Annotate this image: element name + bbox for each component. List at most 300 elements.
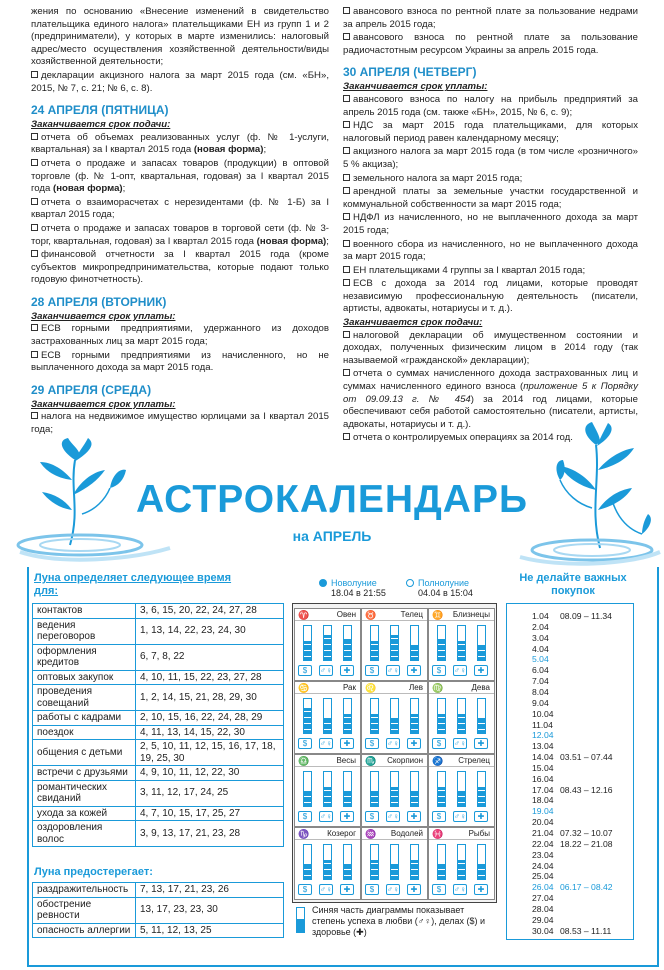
zodiac-icons	[298, 884, 357, 896]
days-cell: 6, 7, 8, 22	[136, 644, 284, 670]
bar-segment	[324, 644, 331, 649]
zodiac-symbol-icon: ♒	[365, 829, 377, 839]
purchase-date: 6.04	[532, 665, 549, 676]
bar-segment	[411, 705, 418, 710]
business-bar	[457, 698, 466, 734]
bar-segment	[304, 790, 311, 795]
purchase-time: 08.09 – 11.34	[560, 611, 612, 621]
bar-segment	[391, 790, 398, 795]
purchase-date: 7.04	[532, 676, 549, 687]
zodiac-icons	[365, 811, 424, 823]
love-icon: ♂♀	[387, 739, 399, 748]
health-bar	[343, 771, 352, 807]
bar-segment	[478, 656, 485, 661]
bar-segment	[344, 875, 351, 880]
health-icon: ✚	[474, 811, 488, 822]
zodiac-header	[295, 755, 360, 767]
moon-favorable-table	[32, 603, 284, 847]
purchase-row	[532, 665, 549, 675]
activity-cell: романтических свиданий	[33, 780, 136, 806]
bar-segment	[304, 644, 311, 649]
zodiac-header	[429, 682, 494, 694]
health-bar	[410, 625, 419, 661]
purchase-row	[532, 882, 613, 893]
zodiac-name: Скорпион	[387, 756, 423, 765]
health-icon: ✚	[474, 665, 488, 676]
purchase-date: 23.04	[532, 849, 554, 860]
health-bar	[410, 771, 419, 807]
bar-segment	[458, 778, 465, 783]
purchase-row	[532, 730, 554, 740]
bar-segment	[438, 644, 445, 649]
table-row	[33, 740, 284, 766]
bar-segment	[411, 729, 418, 734]
bar-segment	[438, 656, 445, 661]
purchase-date: 20.04	[532, 817, 554, 828]
bar-segment	[478, 790, 485, 795]
bar-segment	[478, 717, 485, 722]
love-icon: ♂♀	[454, 666, 466, 675]
money-bag-icon: $	[298, 884, 312, 895]
zodiac-cell	[361, 608, 428, 681]
health-bar	[477, 698, 486, 734]
bar-segment	[371, 705, 378, 710]
zodiac-cell	[294, 681, 361, 754]
purchase-time: 18.22 – 21.08	[560, 838, 613, 849]
bar-segment	[458, 784, 465, 789]
bar-segment	[438, 717, 445, 722]
love-icon: ♂♀	[320, 739, 332, 748]
purchase-row	[532, 622, 549, 632]
table-row	[33, 604, 284, 619]
bar-segment	[304, 875, 311, 880]
zodiac-symbol-icon: ♉	[365, 610, 377, 620]
purchase-row	[532, 741, 554, 751]
business-bar	[457, 844, 466, 880]
zodiac-name: Дева	[471, 683, 490, 692]
bar-segment	[391, 784, 398, 789]
purchase-row	[532, 828, 613, 838]
date-heading-29: 29 АПРЕЛЯ (СРЕДА)	[31, 382, 152, 397]
bar-segment	[438, 729, 445, 734]
purchase-date: 19.04	[532, 806, 554, 817]
bar-segment	[438, 632, 445, 637]
checklist-item: налоговой декларации об имущественном состоянии и доходах, полученных физическим лицом в 2014 году (так называемой «гражданской» декларации);	[343, 329, 638, 366]
bar-segment	[344, 729, 351, 734]
bar-segment	[411, 778, 418, 783]
date-heading-28: 28 АПРЕЛЯ (ВТОРНИК)	[31, 294, 167, 309]
zodiac-header	[362, 609, 427, 621]
purchase-row	[532, 687, 549, 697]
love-icon: ♂♀	[387, 666, 399, 675]
days-cell: 3, 6, 15, 20, 22, 24, 27, 28	[136, 604, 284, 619]
money-bag-icon: $	[298, 738, 312, 749]
bar-segment	[478, 723, 485, 728]
bar-segment	[371, 644, 378, 649]
bar-segment	[391, 711, 398, 716]
bar-segment	[411, 802, 418, 807]
moon-warning-table	[32, 882, 284, 938]
bar-segment	[391, 644, 398, 649]
bar-segment	[438, 875, 445, 880]
bar-segment	[371, 650, 378, 655]
purchase-date: 24.04	[532, 860, 554, 871]
checklist-item: финансовой отчетности за I квартал 2015 года (кроме субъектов микропредпринимательства, которые подают только годовую финотчетность).	[31, 249, 329, 286]
table-row	[33, 725, 284, 740]
purchase-date: 16.04	[532, 773, 554, 784]
zodiac-cell	[294, 827, 361, 900]
health-icon: ✚	[474, 738, 488, 749]
purchase-date: 22.04	[532, 838, 554, 849]
love-bar	[437, 625, 446, 661]
business-bar	[323, 698, 332, 734]
days-cell: 1, 13, 14, 22, 23, 24, 30	[136, 618, 284, 644]
purchase-row	[532, 709, 554, 719]
bar-segment	[324, 723, 331, 728]
bar-segment	[344, 717, 351, 722]
astrocalendar-subtitle: на АПРЕЛЬ	[292, 528, 372, 544]
love-bar	[303, 771, 312, 807]
full-moon-info: Полнолуние 04.04 в 15:04	[418, 578, 473, 598]
bar-segment	[304, 869, 311, 874]
new-moon-info: Новолуние 18.04 в 21:55	[331, 578, 386, 598]
bar-segment	[411, 638, 418, 643]
bar-segment	[371, 875, 378, 880]
bar-segment	[324, 717, 331, 722]
purchase-row	[532, 784, 613, 795]
bar-segment	[344, 723, 351, 728]
bar-segment	[411, 632, 418, 637]
zodiac-icons	[432, 665, 491, 677]
health-bar	[410, 844, 419, 880]
purchase-date: 26.04	[532, 882, 554, 893]
purchase-time: 07.32 – 10.07	[560, 828, 613, 838]
health-bar	[477, 625, 486, 661]
health-icon: ✚	[340, 665, 354, 676]
bar-segment	[458, 632, 465, 637]
bar-segment	[411, 723, 418, 728]
deadline-subheading: Заканчивается срок уплаты:	[343, 81, 488, 93]
health-icon: ✚	[340, 884, 354, 895]
love-bar	[370, 844, 379, 880]
zodiac-header	[295, 682, 360, 694]
bar-segment	[411, 851, 418, 856]
purchase-row	[532, 644, 549, 654]
bar-segment	[478, 802, 485, 807]
purchase-row	[532, 915, 554, 925]
checklist-item: авансового взноса по налогу на прибыль предприятий за апрель 2015 года (см. также «БН», 2015, № 6, с. 9);	[343, 93, 638, 118]
zodiac-icons	[298, 738, 357, 750]
bar-segment	[371, 656, 378, 661]
zodiac-icons	[365, 884, 424, 896]
zodiac-name: Близнецы	[452, 610, 490, 619]
bar-segment	[458, 863, 465, 868]
bar-segment	[344, 705, 351, 710]
moon-warning-heading: Луна предостерегает:	[34, 866, 153, 878]
bar-segment	[371, 632, 378, 637]
love-icon: ♂♀	[320, 666, 332, 675]
purchase-row	[532, 720, 553, 730]
purchase-row	[532, 633, 549, 643]
bar-segment	[391, 869, 398, 874]
bar-segment	[391, 863, 398, 868]
bar-segment	[458, 729, 465, 734]
zodiac-icons	[365, 738, 424, 750]
bar-segment	[344, 632, 351, 637]
bar-segment	[438, 638, 445, 643]
activity-cell: работы с кадрами	[33, 711, 136, 726]
activity-cell: оформления кредитов	[33, 644, 136, 670]
bar-segment	[324, 650, 331, 655]
purchase-date: 5.04	[532, 654, 549, 665]
moon-favorable-heading: Луна определяет следующее время для:	[34, 572, 232, 597]
bar-segment	[478, 784, 485, 789]
date-heading-30: 30 АПРЕЛЯ (ЧЕТВЕРГ)	[343, 65, 477, 80]
bar-segment	[391, 802, 398, 807]
bar-segment	[391, 632, 398, 637]
bar-segment	[344, 784, 351, 789]
table-row	[33, 806, 284, 821]
table-row	[33, 780, 284, 806]
checklist-item: акцизного налога за март 2015 года (в том числе «розничного» 5 % акциза);	[343, 146, 638, 170]
purchase-date: 15.04	[532, 762, 554, 773]
deadline-subheading: Заканчивается срок подачи:	[343, 317, 483, 329]
love-bar	[370, 698, 379, 734]
checklist-item: отчета о контролируемых операциях за 2014 год.	[343, 432, 638, 445]
bar-segment	[371, 638, 378, 643]
bar-segment	[391, 875, 398, 880]
zodiac-name: Козерог	[327, 829, 356, 838]
zodiac-symbol-icon: ♈	[298, 610, 310, 620]
bar-segment	[438, 796, 445, 801]
purchase-date: 3.04	[532, 632, 549, 643]
bar-segment	[411, 790, 418, 795]
purchase-row	[532, 763, 554, 773]
zodiac-legend: Синяя часть диаграммы показывает степень успеха в любви (♂♀), делах ($) и здоровье (✚)	[296, 905, 496, 938]
bar-segment	[458, 723, 465, 728]
money-bag-icon: $	[298, 665, 312, 676]
bar-segment	[478, 875, 485, 880]
activity-cell: контактов	[33, 604, 136, 619]
bar-segment	[411, 784, 418, 789]
bar-segment	[458, 869, 465, 874]
purchase-date: 29.04	[532, 914, 554, 925]
bar-segment	[391, 650, 398, 655]
bar-segment	[304, 729, 311, 734]
zodiac-cell	[428, 608, 495, 681]
table-row	[33, 883, 284, 898]
bar-segment	[411, 711, 418, 716]
table-row	[33, 766, 284, 781]
days-cell: 7, 13, 17, 21, 23, 26	[136, 883, 284, 898]
purchase-time: 03.51 – 07.44	[560, 752, 613, 763]
love-icon: ♂♀	[454, 739, 466, 748]
love-icon: ♂♀	[387, 885, 399, 894]
zodiac-symbol-icon: ♐	[432, 756, 444, 766]
purchase-row	[532, 871, 554, 881]
health-bar	[477, 771, 486, 807]
purchase-row	[532, 838, 613, 849]
bar-segment	[371, 717, 378, 722]
bar-segment	[324, 851, 331, 856]
bar-segment	[458, 851, 465, 856]
bar-segment	[324, 729, 331, 734]
business-bar	[457, 771, 466, 807]
zodiac-cell	[294, 754, 361, 827]
bar-segment	[438, 778, 445, 783]
zodiac-header	[362, 755, 427, 767]
zodiac-name: Овен	[336, 610, 356, 619]
checklist-item: отчета о суммах начисленного дохода застрахованных лиц и суммах начисленного единого взноса (приложение 5 к Порядку от 09.09.13 г. № 454) за 2014 год лицами, которые обеспечивают себя работой самостоятельно (писатели, артисты, адвокаты, нотариусы и т. д.).	[343, 368, 638, 430]
health-icon: ✚	[407, 738, 421, 749]
zodiac-name: Телец	[400, 610, 423, 619]
purchase-date: 28.04	[532, 903, 554, 914]
money-bag-icon: $	[432, 884, 446, 895]
activity-cell: встречи с друзьями	[33, 766, 136, 781]
purchase-date: 2.04	[532, 621, 549, 632]
purchase-row	[532, 893, 554, 903]
deadline-subheading: Заканчивается срок подачи:	[31, 119, 171, 131]
activity-cell: ведения переговоров	[33, 618, 136, 644]
bar-segment	[304, 778, 311, 783]
purchase-date: 21.04	[532, 828, 554, 838]
bar-segment	[458, 796, 465, 801]
purchase-row	[532, 752, 613, 763]
bar-segment	[324, 638, 331, 643]
bar-segment	[411, 656, 418, 661]
bar-segment	[304, 784, 311, 789]
zodiac-header	[429, 609, 494, 621]
activity-cell: поездок	[33, 725, 136, 740]
bar-segment	[304, 723, 311, 728]
bar-segment	[344, 802, 351, 807]
date-heading-24: 24 АПРЕЛЯ (ПЯТНИЦА)	[31, 103, 169, 118]
bar-segment	[438, 869, 445, 874]
money-bag-icon: $	[432, 811, 446, 822]
health-icon: ✚	[407, 665, 421, 676]
purchase-date: 12.04	[532, 730, 554, 741]
bar-segment	[324, 656, 331, 661]
bar-segment	[344, 790, 351, 795]
bar-segment	[344, 796, 351, 801]
love-icon: ♂♀	[454, 812, 466, 821]
purchase-date: 17.04	[532, 784, 554, 795]
bar-segment	[411, 869, 418, 874]
bar-segment	[324, 869, 331, 874]
purchase-row	[532, 698, 549, 708]
days-cell: 5, 11, 12, 13, 25	[136, 923, 284, 938]
zodiac-name: Стрелец	[458, 756, 490, 765]
table-row	[33, 711, 284, 726]
days-cell: 3, 9, 13, 17, 21, 23, 28	[136, 821, 284, 847]
zodiac-name: Лев	[409, 683, 423, 692]
days-cell: 4, 11, 13, 14, 15, 22, 30	[136, 725, 284, 740]
bar-segment	[458, 802, 465, 807]
love-bar	[437, 771, 446, 807]
zodiac-cell	[428, 681, 495, 754]
activity-cell: оптовых закупок	[33, 670, 136, 685]
bar-segment	[304, 863, 311, 868]
bar-segment	[371, 796, 378, 801]
zodiac-icons	[432, 811, 491, 823]
activity-cell: раздражительность	[33, 883, 136, 898]
days-cell: 2, 5, 10, 11, 12, 15, 16, 17, 18, 19, 25, 30	[136, 740, 284, 766]
bar-segment	[458, 705, 465, 710]
zodiac-symbol-icon: ♑	[298, 829, 310, 839]
bar-segment	[344, 711, 351, 716]
bar-segment	[438, 851, 445, 856]
purchase-row	[532, 861, 554, 871]
purchase-time: 06.17 – 08.42	[560, 882, 613, 893]
bar-segment	[458, 711, 465, 716]
purchase-row	[532, 817, 554, 827]
bar-segment	[458, 644, 465, 649]
zodiac-header	[362, 682, 427, 694]
bar-segment	[391, 857, 398, 862]
checklist-item: ЕН плательщиками 4 группы за I квартал 2015 года;	[343, 265, 638, 278]
bar-segment	[304, 632, 311, 637]
love-icon: ♂♀	[454, 885, 466, 894]
table-row	[33, 670, 284, 685]
health-bar	[343, 625, 352, 661]
bar-segment	[344, 863, 351, 868]
purchase-date: 10.04	[532, 708, 554, 719]
health-bar	[410, 698, 419, 734]
health-icon: ✚	[474, 884, 488, 895]
purchase-date: 25.04	[532, 871, 554, 882]
bar-segment	[371, 869, 378, 874]
bar-segment	[411, 650, 418, 655]
bar-segment	[458, 638, 465, 643]
legend-bar-icon	[296, 907, 305, 933]
business-bar	[390, 698, 399, 734]
love-bar	[303, 698, 312, 734]
love-bar	[370, 625, 379, 661]
bar-segment	[458, 650, 465, 655]
love-icon: ♂♀	[320, 885, 332, 894]
bar-segment	[391, 656, 398, 661]
purchase-date: 8.04	[532, 686, 549, 697]
bar-segment	[478, 796, 485, 801]
activity-cell: проведения совещаний	[33, 685, 136, 711]
bar-segment	[478, 729, 485, 734]
zodiac-cell	[361, 681, 428, 754]
activity-cell: обострение ревности	[33, 897, 136, 923]
zodiac-icons	[432, 884, 491, 896]
intro-paragraph: жения по основанию «Внесение изменений в свидетельство плательщика единого налога» плательщиками ЕН из групп 1 и 2 (предприниматели), у которых в марте изменились: налоговый адрес/место осуществления хозяйственной деятельности/виды хозяйственной деятельности;	[31, 6, 329, 68]
zodiac-icons	[432, 738, 491, 750]
business-bar	[323, 771, 332, 807]
business-bar	[323, 625, 332, 661]
zodiac-name: Водолей	[390, 829, 423, 838]
activity-cell: опасность аллергии	[33, 923, 136, 938]
checklist-item: НДФЛ из начисленного, но не выплаченного дохода за март 2015 года;	[343, 212, 638, 236]
love-bar	[303, 844, 312, 880]
bar-segment	[478, 650, 485, 655]
bar-segment	[371, 802, 378, 807]
bar-segment	[324, 778, 331, 783]
purchase-row	[532, 850, 554, 860]
checklist-item: ЕСВ горными предприятиями, удержанного из доходов застрахованных лиц за март 2015 года;	[31, 323, 329, 348]
checklist-item: ЕСВ горными предприятиями из начисленного, но не выплаченного дохода за март 2015 года.	[31, 349, 329, 374]
bar-segment	[324, 711, 331, 716]
purchases-list	[506, 603, 634, 940]
checklist-item: отчета о продаже и запасах товаров (продукции) в оптовой торговле (ф. № 1-опт, квартальная, годовая) за I квартал 2015 года (новая форма);	[31, 157, 329, 195]
bar-segment	[438, 705, 445, 710]
zodiac-cell	[361, 754, 428, 827]
days-cell: 4, 9, 10, 11, 12, 22, 30	[136, 766, 284, 781]
zodiac-symbol-icon: ♏	[365, 756, 377, 766]
